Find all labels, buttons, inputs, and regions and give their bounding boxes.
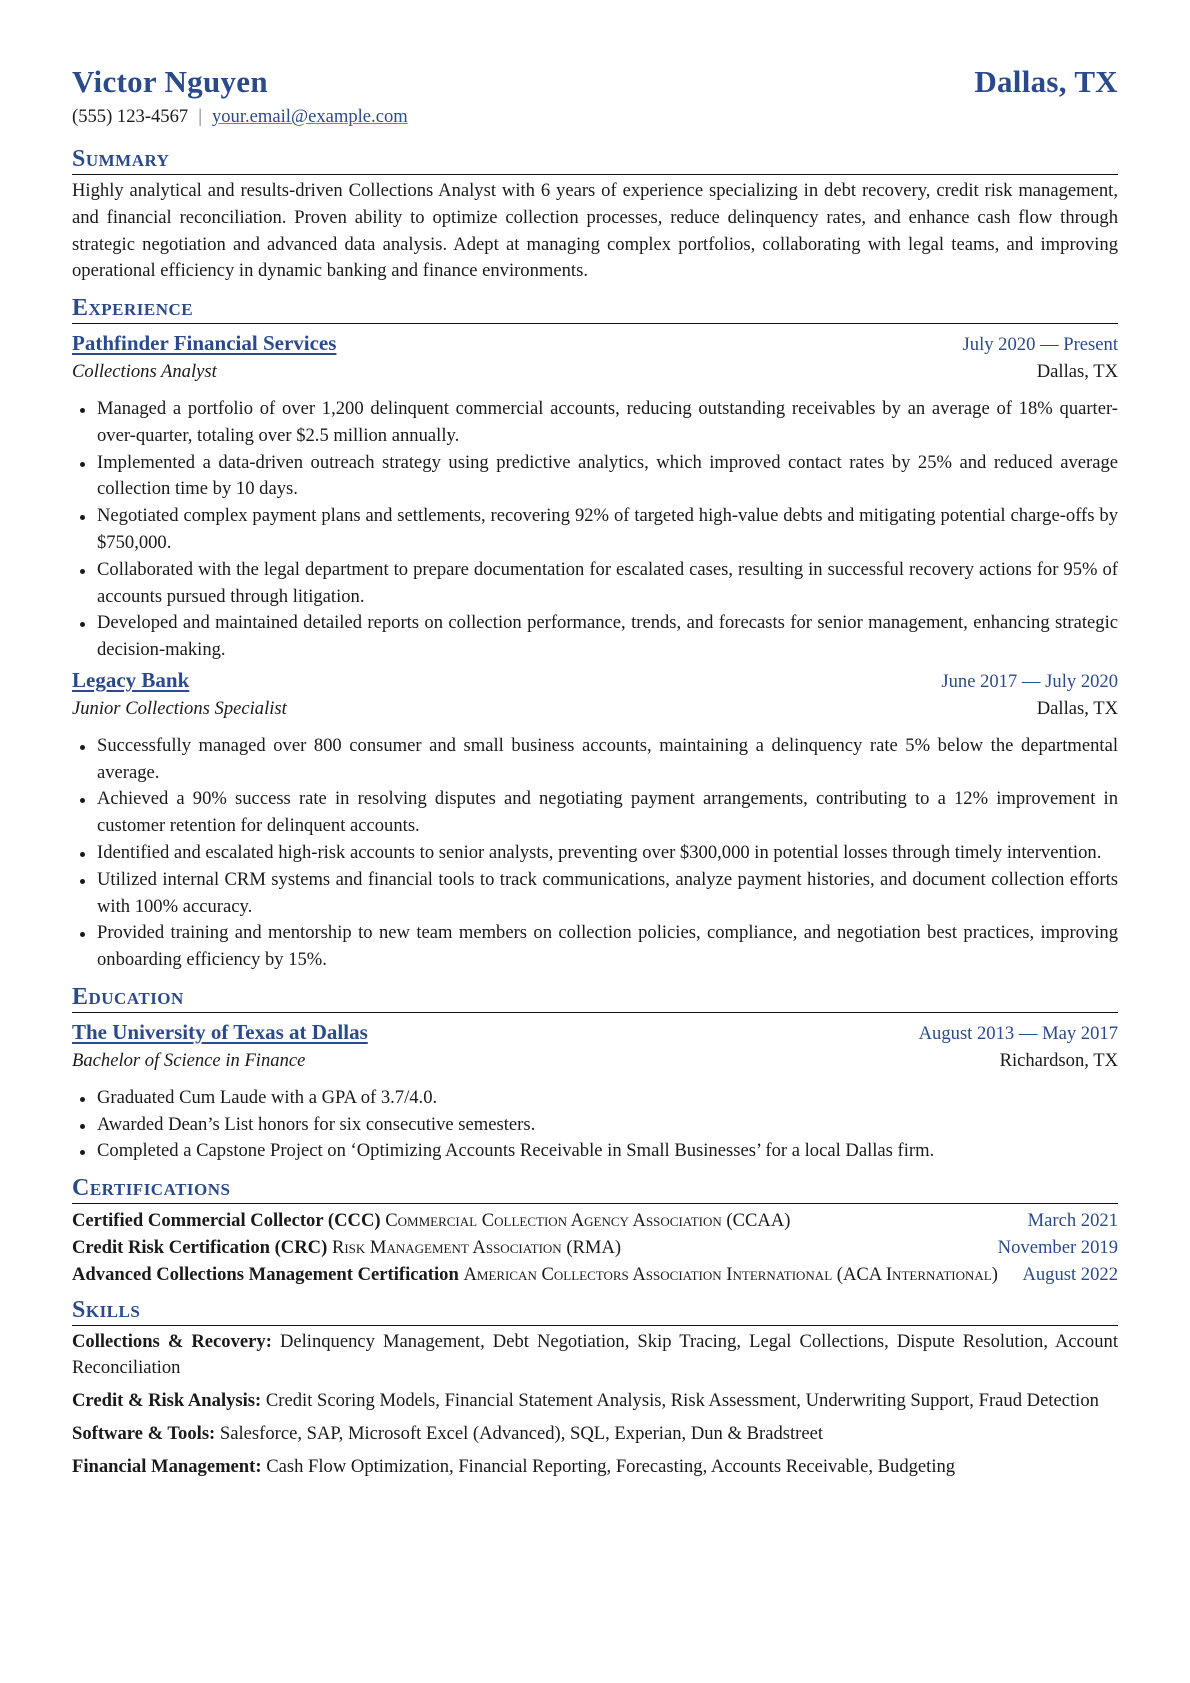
certification-name: Credit Risk Certification (CRC) xyxy=(72,1236,328,1258)
list-item: Achieved a 90% success rate in resolving disputes and negotiating payment arrangements, contributing to a 12% improvement in customer retention for delinquent accounts. xyxy=(72,786,1118,840)
skill-group xyxy=(72,1454,1118,1481)
school-link[interactable]: The University of Texas at Dallas xyxy=(72,1019,368,1044)
list-item: Implemented a data-driven outreach strategy using predictive analytics, which improved contact rates by 25% and reduced average collection time by 10 days. xyxy=(72,450,1118,504)
certification-issuer: Risk Management Association (RMA) xyxy=(331,1236,622,1258)
skill-category: Software & Tools: xyxy=(72,1422,216,1444)
achievement-list xyxy=(72,396,1118,664)
employment-dates: June 2017 — July 2020 xyxy=(941,670,1118,692)
list-item: Awarded Dean’s List honors for six consecutive semesters. xyxy=(72,1112,1118,1139)
list-item: Graduated Cum Laude with a GPA of 3.7/4.0. xyxy=(72,1085,1118,1112)
skills-list xyxy=(72,1329,1118,1481)
certification-date: November 2019 xyxy=(997,1236,1118,1258)
list-item: Completed a Capstone Project on ‘Optimizing Accounts Receivable in Small Businesses’ for a local Dallas firm. xyxy=(72,1138,1118,1165)
school-location: Richardson, TX xyxy=(999,1049,1118,1071)
candidate-name: Victor Nguyen xyxy=(72,64,268,99)
resume-page xyxy=(72,62,1118,1480)
section-title-education: Education xyxy=(72,983,1118,1013)
skill-values: Credit Scoring Models, Financial Statement Analysis, Risk Assessment, Underwriting Support, Fraud Detection xyxy=(265,1390,1099,1412)
certification-item xyxy=(72,1262,1118,1289)
employment-dates: July 2020 — Present xyxy=(962,334,1118,356)
skill-group xyxy=(72,1421,1118,1448)
experience-entry xyxy=(72,665,1118,974)
skill-group xyxy=(72,1388,1118,1415)
contact-separator: | xyxy=(198,106,202,127)
education-dates: August 2013 — May 2017 xyxy=(918,1022,1118,1044)
list-item: Developed and maintained detailed reports on collection performance, trends, and forecasts for senior management, enhancing strategic decision-making. xyxy=(72,610,1118,664)
contact-line xyxy=(72,104,1118,130)
section-title-certifications: Certifications xyxy=(72,1174,1118,1204)
section-title-summary: Summary xyxy=(72,145,1118,175)
experience-entry xyxy=(72,328,1118,664)
certification-date: March 2021 xyxy=(1027,1210,1118,1232)
skill-values: Salesforce, SAP, Microsoft Excel (Advanced), SQL, Experian, Dun & Bradstreet xyxy=(219,1422,824,1444)
candidate-location: Dallas, TX xyxy=(974,64,1118,99)
job-title: Collections Analyst xyxy=(72,360,217,382)
skill-group xyxy=(72,1329,1118,1383)
employer-link[interactable]: Legacy Bank xyxy=(72,667,190,692)
employer-link[interactable]: Pathfinder Financial Services xyxy=(72,331,337,356)
list-item: Collaborated with the legal department to prepare documentation for escalated cases, resulting in successful recovery actions for 95% of accounts pursued through litigation. xyxy=(72,557,1118,611)
job-location: Dallas, TX xyxy=(1036,360,1118,382)
phone-number: (555) 123-4567 xyxy=(72,106,189,127)
education-entry xyxy=(72,1017,1118,1165)
skill-category: Credit & Risk Analysis: xyxy=(72,1390,262,1412)
skill-values: Delinquency Management, Debt Negotiation, Skip Tracing, Legal Collections, Dispute Resolution, Account Reconciliation xyxy=(72,1330,1118,1379)
list-item: Successfully managed over 800 consumer and small business accounts, maintaining a delinquency rate 5% below the departmental average. xyxy=(72,733,1118,787)
certification-name: Certified Commercial Collector (CCC) xyxy=(72,1210,381,1232)
list-item: Identified and escalated high-risk accounts to senior analysts, preventing over $300,000 in potential losses through timely intervention. xyxy=(72,840,1118,867)
certification-issuer: Commercial Collection Agency Association (CCAA) xyxy=(385,1210,791,1232)
list-item: Negotiated complex payment plans and settlements, recovering 92% of targeted high-value debts and mitigating potential charge-offs by $750,000. xyxy=(72,503,1118,557)
skill-category: Collections & Recovery: xyxy=(72,1330,272,1352)
section-title-skills: Skills xyxy=(72,1296,1118,1326)
summary-text: Highly analytical and results-driven Collections Analyst with 6 years of experience specializing in debt recovery, credit risk management, and financial reconciliation. Proven ability to optimize collection processes, reduce delinquency rates, and enhance cash flow through strategic negotiation and advanced data analysis. Adept at managing complex portfolios, collaborating with legal teams, and improving operational efficiency in dynamic banking and finance environments. xyxy=(72,180,1118,282)
certification-name: Advanced Collections Management Certification xyxy=(72,1263,459,1285)
certification-list xyxy=(72,1208,1118,1288)
certification-item xyxy=(72,1235,1118,1262)
section-title-experience: Experience xyxy=(72,294,1118,324)
certification-issuer: American Collectors Association International (ACA International) xyxy=(463,1263,998,1285)
job-location: Dallas, TX xyxy=(1036,697,1118,719)
skill-category: Financial Management: xyxy=(72,1455,262,1477)
skill-values: Cash Flow Optimization, Financial Reporting, Forecasting, Accounts Receivable, Budgeting xyxy=(266,1455,956,1477)
list-item: Provided training and mentorship to new team members on collection policies, compliance, and negotiation best practices, improving onboarding efficiency by 15%. xyxy=(72,920,1118,974)
achievement-list xyxy=(72,733,1118,974)
degree: Bachelor of Science in Finance xyxy=(72,1049,306,1071)
email-link[interactable]: your.email@example.com xyxy=(211,106,408,127)
certification-item xyxy=(72,1208,1118,1235)
list-item: Managed a portfolio of over 1,200 delinquent commercial accounts, reducing outstanding receivables by an average of 18% quarter-over-quarter, totaling over $2.5 million annually. xyxy=(72,396,1118,450)
education-list xyxy=(72,1085,1118,1165)
job-title: Junior Collections Specialist xyxy=(72,697,287,719)
certification-date: August 2022 xyxy=(1022,1263,1118,1285)
list-item: Utilized internal CRM systems and financial tools to track communications, analyze payment histories, and document collection efforts with 100% accuracy. xyxy=(72,867,1118,921)
resume-header xyxy=(72,62,1118,102)
